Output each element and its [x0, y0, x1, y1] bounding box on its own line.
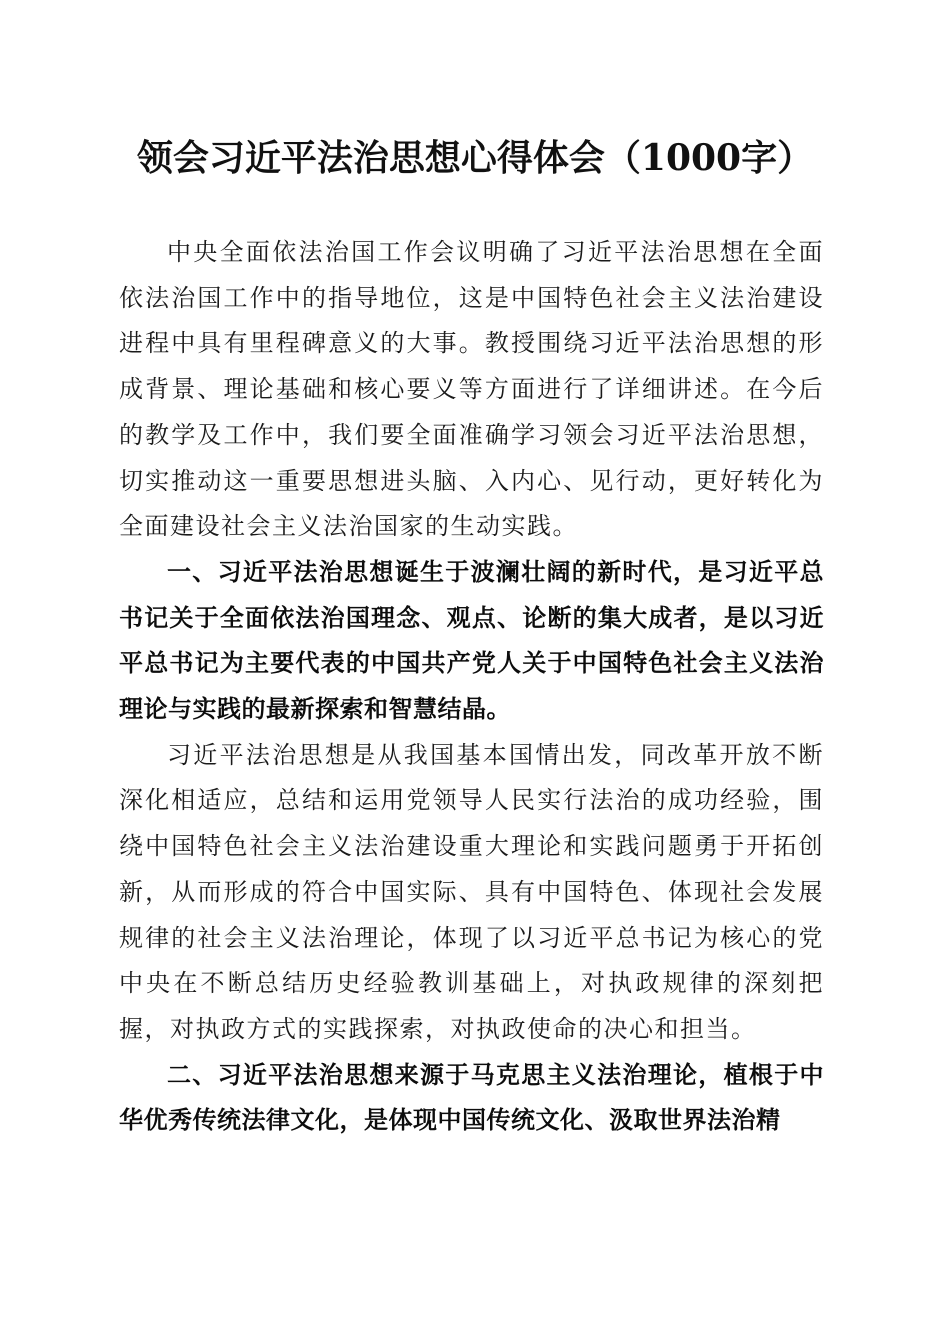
- section-heading-1: 一、习近平法治思想诞生于波澜壮阔的新时代，是习近平总书记关于全面依法治国理念、观点、论断的集大成者，是以习近平总书记为主要代表的中国共产党人关于中国特色社会主义法治理论与实践的最新探索和智慧结晶。: [119, 557, 824, 724]
- section-heading-2: 二、习近平法治思想来源于马克思主义法治理论，植根于中华优秀传统法律文化，是体现中国传统文化、汲取世界法治精: [119, 1060, 824, 1135]
- paragraph-intro: 中央全面依法治国工作会议明确了习近平法治思想在全面依法治国工作中的指导地位，这是中国特色社会主义法治建设进程中具有里程碑意义的大事。教授围绕习近平法治思想的形成背景、理论基础和核心要义等方面进行了详细讲述。在今后的教学及工作中，我们要全面准确学习领会习近平法治思想，切实推动这一重要思想进头脑、入内心、见行动，更好转化为全面建设社会主义法治国家的生动实践。: [119, 238, 824, 541]
- paragraph-section-1: 习近平法治思想是从我国基本国情出发，同改革开放不断深化相适应，总结和运用党领导人民实行法治的成功经验，围绕中国特色社会主义法治建设重大理论和实践问题勇于开拓创新，从而形成的符合中国实际、具有中国特色、体现社会发展规律的社会主义法治理论，体现了以习近平总书记为核心的党中央在不断总结历史经验教训基础上，对执政规律的深刻把握，对执政方式的实践探索，对执政使命的决心和担当。: [119, 740, 824, 1043]
- document-title: 领会习近平法治思想心得体会（1000字）: [136, 137, 814, 179]
- document-body: [119, 230, 824, 1144]
